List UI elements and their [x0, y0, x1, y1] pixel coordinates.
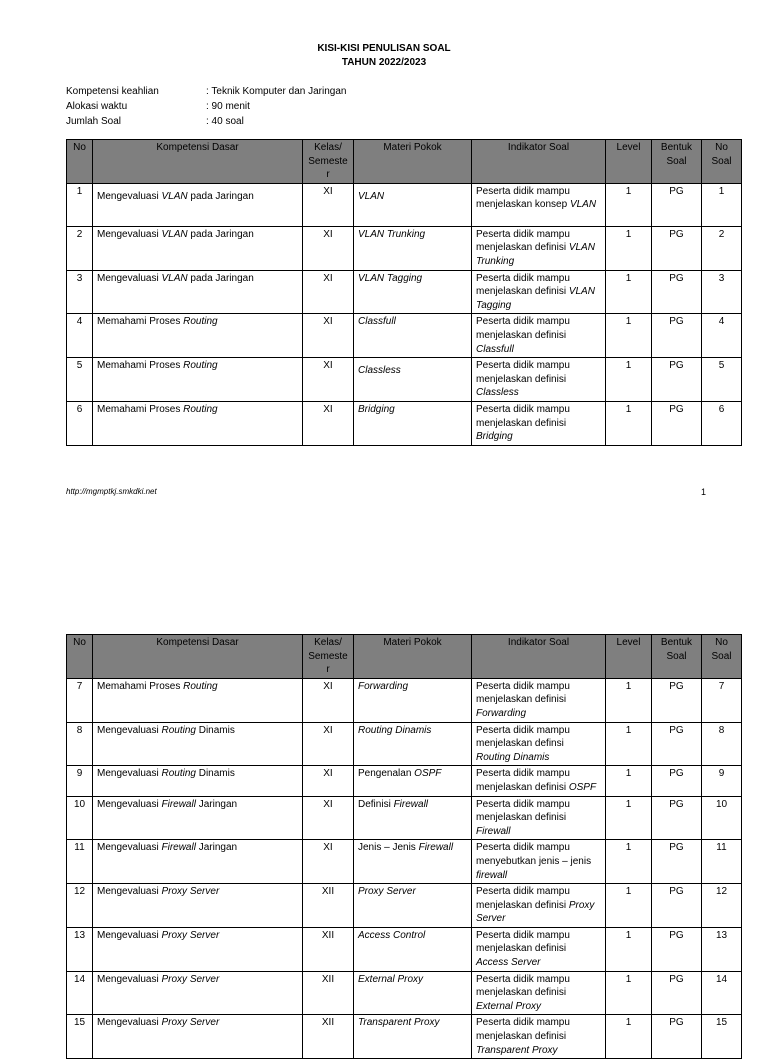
indikator-term: VLAN Tagging	[476, 286, 595, 311]
cell-level: 1	[606, 678, 652, 722]
indikator-term: VLAN	[569, 199, 597, 211]
cell-materi-pokok	[354, 183, 472, 226]
cell-kelas: XII	[303, 927, 354, 971]
cell-level: 1	[606, 226, 652, 270]
cell-kompetensi-dasar	[93, 927, 303, 971]
cell-no-soal: 11	[702, 840, 742, 884]
cell-bentuk-soal: PG	[652, 927, 702, 971]
table-row	[67, 678, 742, 722]
cell-kelas: XI	[303, 358, 354, 402]
header-level: Level	[606, 140, 652, 184]
indikator-text: Peserta didik mampu menjelaskan definisi	[476, 360, 570, 385]
materi-term: Transparent Proxy	[358, 1017, 440, 1029]
cell-bentuk-soal: PG	[652, 971, 702, 1015]
kd-text: Mengevaluasi	[97, 190, 162, 202]
kd-text: Memahami Proses	[97, 403, 184, 415]
kd-text: Mengevaluasi	[97, 798, 162, 810]
cell-kelas: XI	[303, 722, 354, 766]
cell-level: 1	[606, 1015, 652, 1059]
cell-indikator-soal	[472, 226, 606, 270]
kd-text-suffix: pada Jaringan	[187, 190, 254, 202]
cell-kelas: XI	[303, 270, 354, 314]
cell-materi-pokok	[354, 270, 472, 314]
cell-indikator-soal	[472, 678, 606, 722]
materi-term: Classless	[358, 365, 401, 377]
meta-row	[66, 84, 346, 99]
header-level: Level	[606, 635, 652, 679]
meta-value: : 90 menit	[206, 101, 250, 112]
cell-kelas: XI	[303, 766, 354, 796]
cell-kompetensi-dasar	[93, 766, 303, 796]
cell-indikator-soal	[472, 270, 606, 314]
materi-term: OSPF	[414, 768, 442, 780]
cell-no: 14	[67, 971, 93, 1015]
kd-text: Memahami Proses	[97, 316, 184, 328]
table-row	[67, 927, 742, 971]
kd-term: Proxy Server	[161, 886, 220, 898]
cell-level: 1	[606, 796, 652, 840]
cell-kompetensi-dasar	[93, 971, 303, 1015]
kd-term: Routing	[161, 768, 196, 780]
cell-indikator-soal	[472, 884, 606, 928]
cell-bentuk-soal: PG	[652, 270, 702, 314]
cell-kelas: XI	[303, 796, 354, 840]
cell-indikator-soal	[472, 358, 606, 402]
cell-indikator-soal	[472, 927, 606, 971]
cell-materi-pokok	[354, 884, 472, 928]
indikator-text: Peserta didik mampu menjelaskan definsi	[476, 724, 570, 750]
materi-term: VLAN Tagging	[358, 272, 423, 284]
kd-text: Memahami Proses	[97, 680, 184, 692]
cell-kelas: XII	[303, 884, 354, 928]
kd-text: Mengevaluasi	[97, 724, 162, 736]
indikator-term: Routing Dinamis	[476, 751, 550, 763]
cell-indikator-soal	[472, 183, 606, 226]
cell-no: 5	[67, 358, 93, 402]
cell-no-soal: 6	[702, 401, 742, 445]
cell-materi-pokok	[354, 840, 472, 884]
table-row	[67, 401, 742, 445]
cell-level: 1	[606, 358, 652, 402]
cell-kelas: XII	[303, 971, 354, 1015]
cell-level: 1	[606, 884, 652, 928]
cell-no: 6	[67, 401, 93, 445]
meta-row	[66, 114, 346, 129]
materi-text: Pengenalan	[358, 768, 415, 780]
indikator-term: Classfull	[476, 343, 514, 355]
materi-term: VLAN	[358, 190, 385, 202]
indikator-text: Peserta didik mampu menjelaskan definisi	[476, 798, 570, 824]
cell-no: 8	[67, 722, 93, 766]
indikator-text: Peserta didik mampu menjelaskan definisi	[476, 768, 570, 793]
cell-bentuk-soal: PG	[652, 314, 702, 358]
cell-kompetensi-dasar	[93, 678, 303, 722]
header-kelas-semester: Kelas/ Semeste r	[303, 140, 354, 184]
kd-term: Proxy Server	[161, 973, 220, 985]
table-row	[67, 226, 742, 270]
indikator-term: Transparent Proxy	[476, 1044, 558, 1056]
cell-no: 10	[67, 796, 93, 840]
meta-key: Alokasi waktu	[66, 101, 128, 112]
kd-text: Memahami Proses	[97, 360, 184, 372]
kd-text-suffix: Dinamis	[195, 768, 235, 780]
indikator-term: firewall	[476, 869, 508, 881]
kisi-table-page2	[66, 634, 742, 1059]
cell-no-soal: 2	[702, 226, 742, 270]
cell-materi-pokok	[354, 401, 472, 445]
indikator-text: Peserta didik mampu menjelaskan konsep	[476, 185, 570, 211]
indikator-text: Peserta didik mampu menjelaskan definisi	[476, 316, 570, 341]
meta-row	[66, 99, 346, 114]
kd-text: Mengevaluasi	[97, 272, 162, 284]
cell-materi-pokok	[354, 971, 472, 1015]
cell-kompetensi-dasar	[93, 358, 303, 402]
kd-text: Mengevaluasi	[97, 973, 162, 985]
cell-bentuk-soal: PG	[652, 884, 702, 928]
cell-bentuk-soal: PG	[652, 722, 702, 766]
cell-no-soal: 14	[702, 971, 742, 1015]
kisi-table-page1	[66, 139, 742, 446]
cell-bentuk-soal: PG	[652, 183, 702, 226]
indikator-term: Classless	[476, 387, 519, 399]
kd-text: Mengevaluasi	[97, 929, 162, 941]
materi-term: Proxy Server	[358, 886, 416, 898]
materi-term: Classfull	[358, 316, 396, 328]
page-number: 1	[701, 487, 707, 497]
kd-term: VLAN	[161, 272, 188, 284]
cell-no: 2	[67, 226, 93, 270]
indikator-text: Peserta didik mampu menjelaskan definisi	[476, 272, 570, 298]
indikator-text: Peserta didik mampu menjelaskan definisi	[476, 1017, 570, 1043]
cell-indikator-soal	[472, 314, 606, 358]
table-row	[67, 840, 742, 884]
kd-term: Proxy Server	[161, 929, 220, 941]
cell-level: 1	[606, 183, 652, 226]
kd-term: VLAN	[161, 228, 188, 240]
cell-materi-pokok	[354, 796, 472, 840]
indikator-term: External Proxy	[476, 1000, 542, 1012]
cell-indikator-soal	[472, 766, 606, 796]
kd-text-suffix: Jaringan	[195, 798, 238, 810]
cell-materi-pokok	[354, 766, 472, 796]
table-header-row	[67, 635, 742, 679]
cell-level: 1	[606, 766, 652, 796]
indikator-text: Peserta didik mampu menjelaskan definisi	[476, 929, 570, 955]
indikator-text: Peserta didik mampu menyebutkan jenis – jenis	[476, 842, 592, 867]
materi-term: External Proxy	[358, 973, 424, 985]
cell-kelas: XI	[303, 840, 354, 884]
cell-level: 1	[606, 722, 652, 766]
indikator-text: Peserta didik mampu menjelaskan definisi	[476, 973, 570, 999]
table-row	[67, 722, 742, 766]
footer-url: http://mgmptkj.smkdki.net	[66, 487, 157, 496]
header-kelas-semester: Kelas/ Semeste r	[303, 635, 354, 679]
materi-term: Bridging	[358, 403, 395, 415]
cell-no-soal: 15	[702, 1015, 742, 1059]
cell-indikator-soal	[472, 971, 606, 1015]
cell-materi-pokok	[354, 927, 472, 971]
kd-text: Mengevaluasi	[97, 1017, 162, 1029]
cell-level: 1	[606, 840, 652, 884]
indikator-term: Firewall	[476, 825, 511, 837]
materi-term: Access Control	[358, 929, 426, 941]
kd-text-suffix: pada Jaringan	[187, 228, 254, 240]
cell-kompetensi-dasar	[93, 884, 303, 928]
cell-no: 15	[67, 1015, 93, 1059]
kd-text-suffix: pada Jaringan	[187, 272, 254, 284]
table-row	[67, 270, 742, 314]
materi-term: Firewall	[393, 798, 429, 810]
kd-text: Mengevaluasi	[97, 842, 162, 854]
indikator-term: Bridging	[476, 431, 513, 443]
header-kompetensi-dasar: Kompetensi Dasar	[93, 635, 303, 679]
cell-materi-pokok	[354, 678, 472, 722]
meta-value: : 40 soal	[206, 116, 244, 127]
cell-bentuk-soal: PG	[652, 226, 702, 270]
cell-kompetensi-dasar	[93, 1015, 303, 1059]
cell-no-soal: 10	[702, 796, 742, 840]
header-materi-pokok: Materi Pokok	[354, 635, 472, 679]
cell-kelas: XI	[303, 678, 354, 722]
header-no: No	[67, 140, 93, 184]
cell-materi-pokok	[354, 1015, 472, 1059]
cell-level: 1	[606, 971, 652, 1015]
cell-no-soal: 13	[702, 927, 742, 971]
cell-materi-pokok	[354, 314, 472, 358]
cell-level: 1	[606, 314, 652, 358]
kd-term: Routing	[183, 680, 218, 692]
cell-materi-pokok	[354, 358, 472, 402]
header-no: No	[67, 635, 93, 679]
meta-key: Kompetensi keahlian	[66, 86, 159, 97]
cell-no: 4	[67, 314, 93, 358]
kd-text-suffix: Dinamis	[195, 724, 235, 736]
cell-kompetensi-dasar	[93, 722, 303, 766]
doc-title: KISI-KISI PENULISAN SOAL	[317, 43, 451, 54]
cell-kompetensi-dasar	[93, 183, 303, 226]
kd-term: Firewall	[161, 842, 196, 854]
cell-no-soal: 5	[702, 358, 742, 402]
cell-kelas: XI	[303, 226, 354, 270]
cell-kelas: XI	[303, 183, 354, 226]
table-header-row	[67, 140, 742, 184]
cell-level: 1	[606, 927, 652, 971]
cell-no-soal: 3	[702, 270, 742, 314]
cell-indikator-soal	[472, 401, 606, 445]
indikator-term: Forwarding	[476, 707, 527, 719]
kd-term: Routing	[183, 403, 218, 415]
indikator-text: Peserta didik mampu menjelaskan definisi	[476, 228, 570, 254]
cell-kompetensi-dasar	[93, 314, 303, 358]
cell-bentuk-soal: PG	[652, 840, 702, 884]
cell-kompetensi-dasar	[93, 226, 303, 270]
materi-term: Routing Dinamis	[358, 724, 432, 736]
cell-no-soal: 9	[702, 766, 742, 796]
indikator-term: VLAN Trunking	[476, 242, 595, 267]
table-row	[67, 884, 742, 928]
meta-key: Jumlah Soal	[66, 116, 122, 127]
table-row	[67, 796, 742, 840]
cell-bentuk-soal: PG	[652, 1015, 702, 1059]
cell-materi-pokok	[354, 226, 472, 270]
header-indikator-soal: Indikator Soal	[472, 635, 606, 679]
table-row	[67, 1015, 742, 1059]
table-row	[67, 358, 742, 402]
indikator-term: Access Server	[476, 957, 541, 969]
cell-no: 12	[67, 884, 93, 928]
cell-no-soal: 8	[702, 722, 742, 766]
cell-kompetensi-dasar	[93, 796, 303, 840]
cell-no: 7	[67, 678, 93, 722]
table-row	[67, 314, 742, 358]
cell-materi-pokok	[354, 722, 472, 766]
cell-bentuk-soal: PG	[652, 796, 702, 840]
table-row	[67, 183, 742, 226]
meta-value: : Teknik Komputer dan Jaringan	[206, 86, 347, 97]
kd-term: Proxy Server	[161, 1017, 220, 1029]
cell-no: 11	[67, 840, 93, 884]
cell-bentuk-soal: PG	[652, 401, 702, 445]
meta-block	[66, 84, 346, 129]
materi-text: Jenis – Jenis	[358, 842, 419, 854]
cell-kelas: XII	[303, 1015, 354, 1059]
header-bentuk-soal: Bentuk Soal	[652, 140, 702, 184]
cell-no-soal: 7	[702, 678, 742, 722]
table-row	[67, 971, 742, 1015]
cell-indikator-soal	[472, 722, 606, 766]
header-no-soal: No Soal	[702, 140, 742, 184]
kd-text: Mengevaluasi	[97, 768, 162, 780]
indikator-text: Peserta didik mampu menjelaskan definisi	[476, 680, 570, 706]
cell-indikator-soal	[472, 796, 606, 840]
indikator-text: Peserta didik mampu menjelaskan definisi	[476, 403, 570, 429]
cell-kompetensi-dasar	[93, 401, 303, 445]
cell-no: 3	[67, 270, 93, 314]
cell-no-soal: 4	[702, 314, 742, 358]
cell-kompetensi-dasar	[93, 840, 303, 884]
kd-term: VLAN	[161, 190, 188, 202]
indikator-text: Peserta didik mampu menjelaskan definisi	[476, 886, 570, 911]
header-materi-pokok: Materi Pokok	[354, 140, 472, 184]
doc-subtitle: TAHUN 2022/2023	[341, 57, 427, 68]
cell-indikator-soal	[472, 840, 606, 884]
kd-text: Mengevaluasi	[97, 228, 162, 240]
table-row	[67, 766, 742, 796]
cell-level: 1	[606, 270, 652, 314]
cell-kompetensi-dasar	[93, 270, 303, 314]
indikator-term: OSPF	[568, 781, 597, 793]
header-indikator-soal: Indikator Soal	[472, 140, 606, 184]
materi-term: Forwarding	[358, 680, 409, 692]
cell-no: 9	[67, 766, 93, 796]
cell-bentuk-soal: PG	[652, 766, 702, 796]
header-kompetensi-dasar: Kompetensi Dasar	[93, 140, 303, 184]
kd-text: Mengevaluasi	[97, 886, 162, 898]
cell-no: 13	[67, 927, 93, 971]
cell-bentuk-soal: PG	[652, 678, 702, 722]
kd-text-suffix: Jaringan	[195, 842, 238, 854]
indikator-term: Proxy Server	[476, 899, 595, 925]
cell-no: 1	[67, 183, 93, 226]
cell-kelas: XI	[303, 314, 354, 358]
kd-term: Firewall	[161, 798, 196, 810]
cell-indikator-soal	[472, 1015, 606, 1059]
materi-term: VLAN Trunking	[358, 228, 426, 240]
materi-text: Definisi	[358, 798, 394, 810]
header-no-soal: No Soal	[702, 635, 742, 679]
kd-term: Routing	[183, 360, 218, 372]
materi-term: Firewall	[418, 842, 454, 854]
kd-term: Routing	[161, 724, 196, 736]
kd-term: Routing	[183, 316, 218, 328]
header-bentuk-soal: Bentuk Soal	[652, 635, 702, 679]
cell-no-soal: 12	[702, 884, 742, 928]
cell-kelas: XI	[303, 401, 354, 445]
cell-level: 1	[606, 401, 652, 445]
cell-no-soal: 1	[702, 183, 742, 226]
cell-bentuk-soal: PG	[652, 358, 702, 402]
